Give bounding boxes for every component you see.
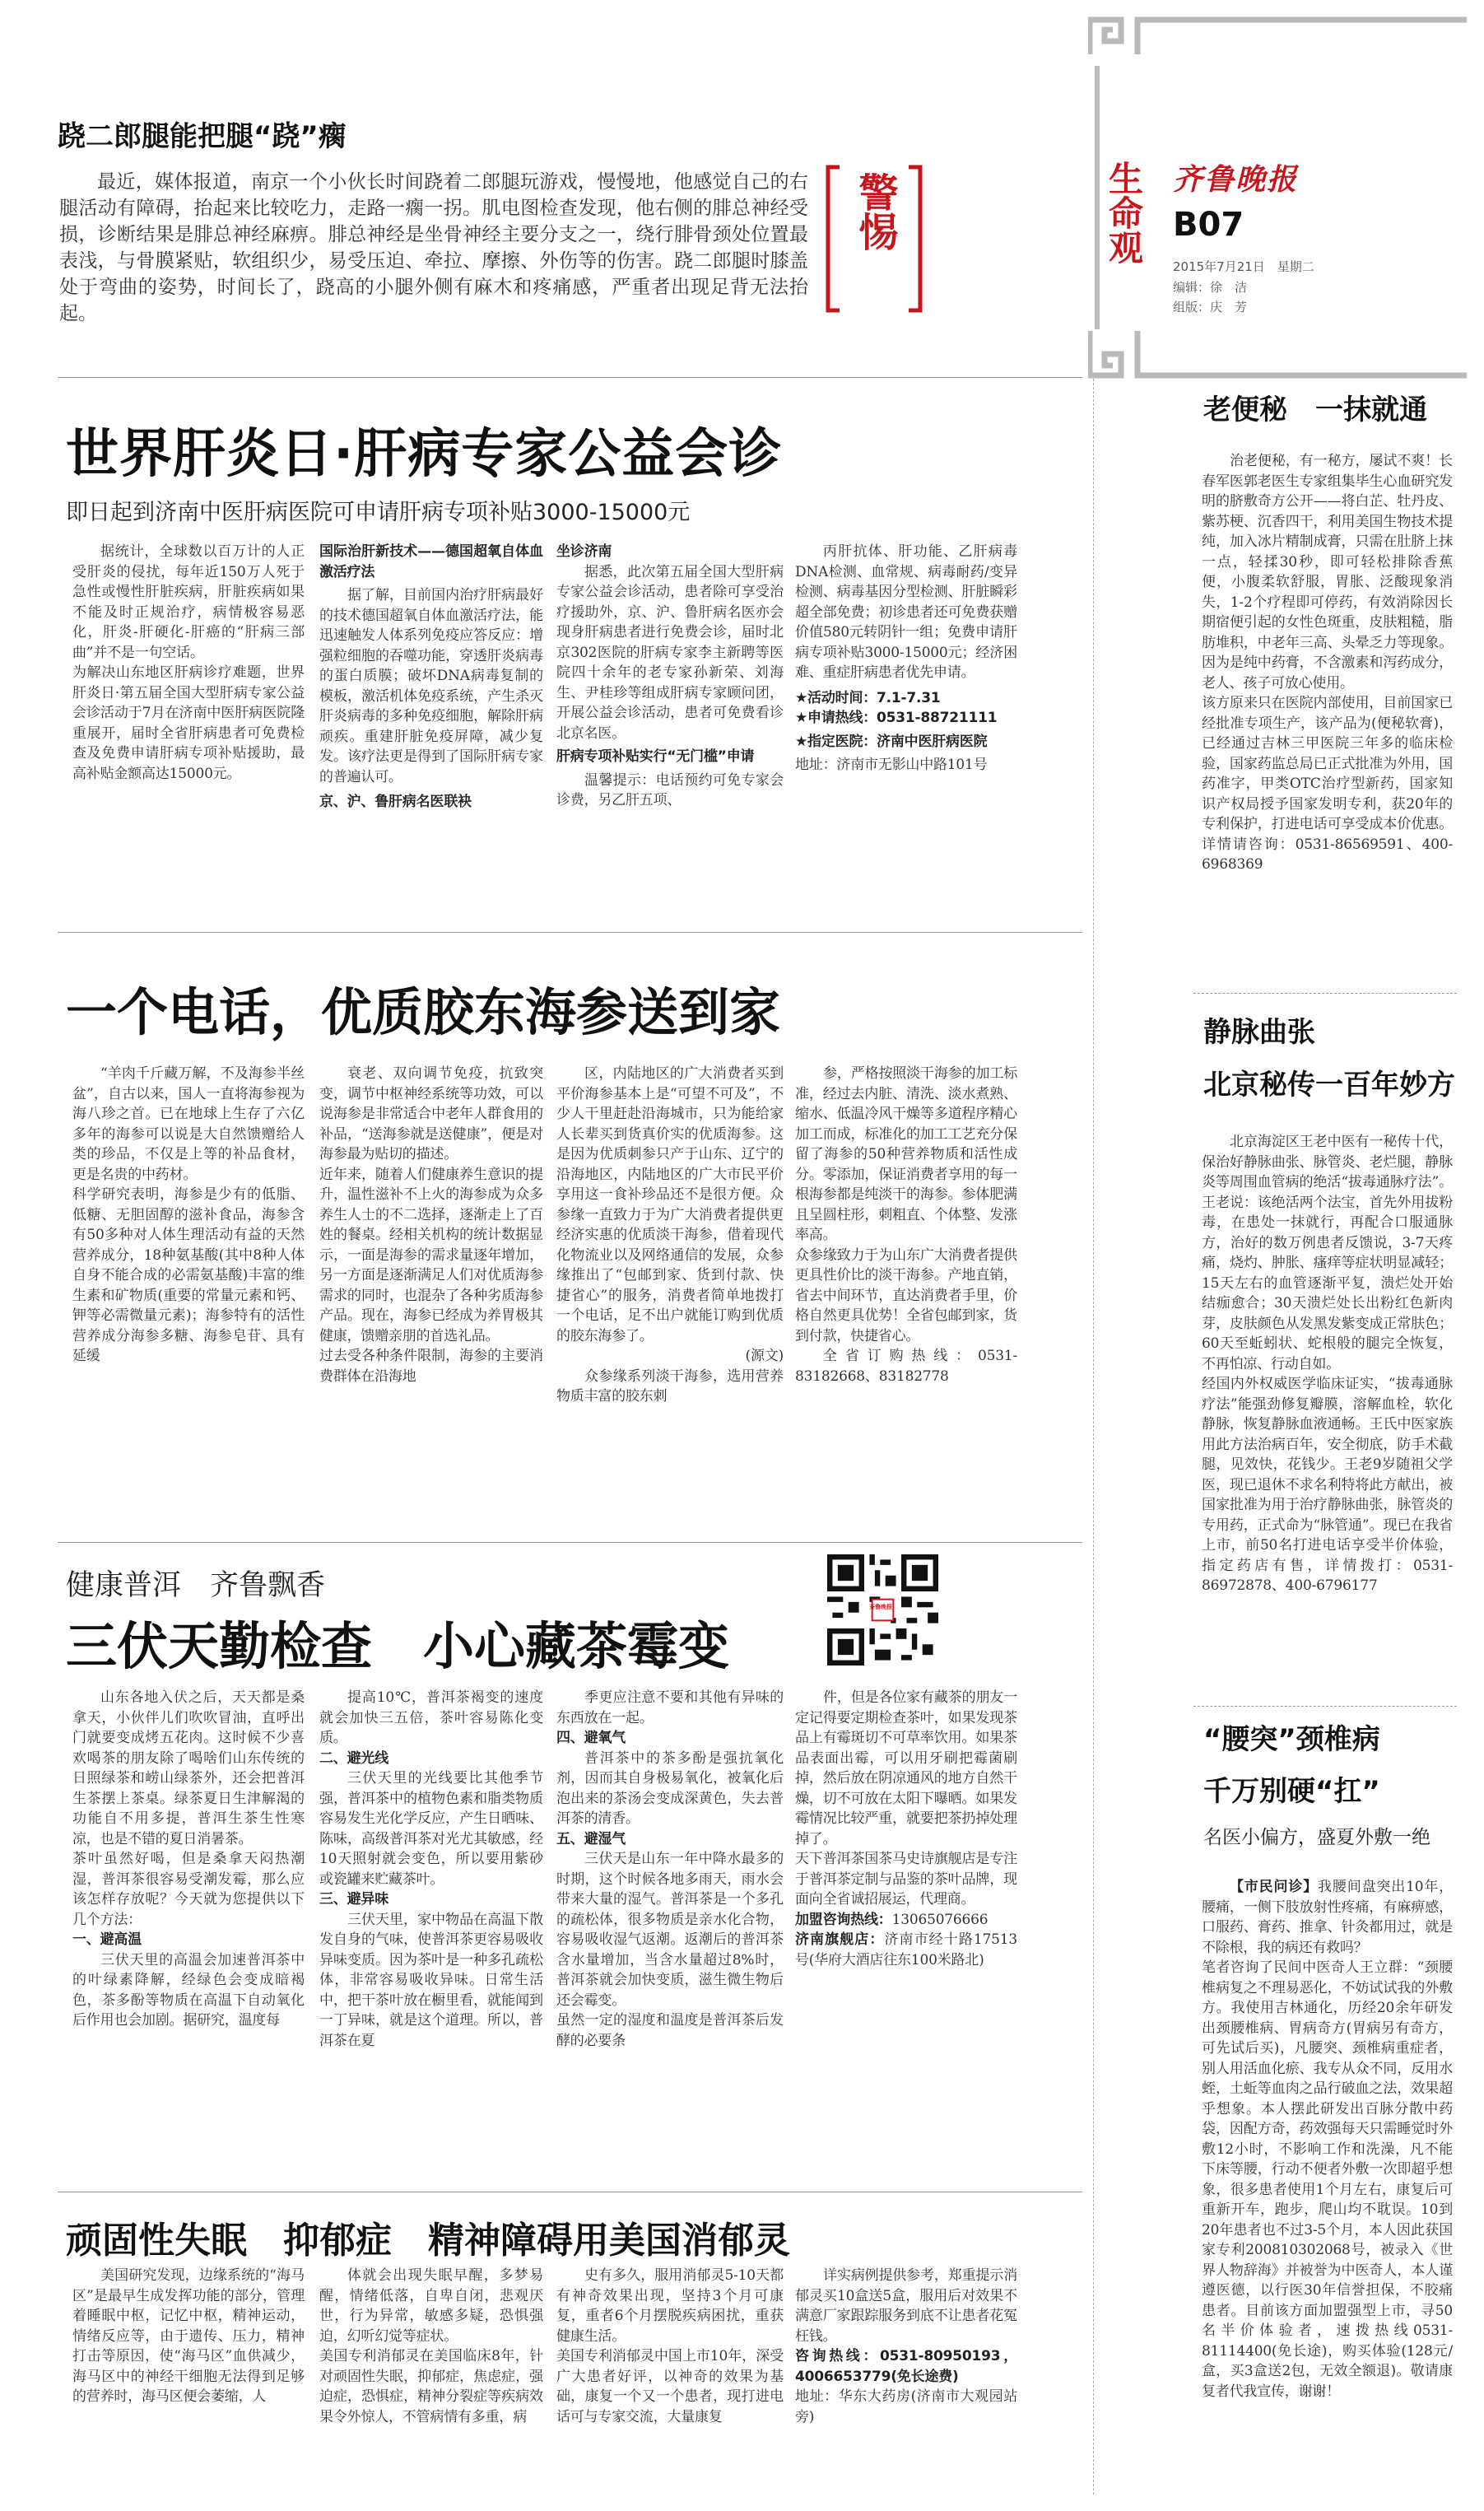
article4-col4 [795,1688,1017,2182]
article2-col2-tail: 京、沪、鲁肝病名医联袂 [319,794,472,810]
article2-col4 [795,542,1017,904]
consult-hotline: 咨询热线：0531-80950193，4006653779(免长途费) [795,2348,1017,2385]
article2-col3 [556,542,784,904]
article4-col1-text2: 三伏天里的高温会加速普洱茶中的叶绿素降解，经绿色会变成暗褐色，茶多酚等物质在高温下自动氧化后作用也会加剧。据研究，温度每 [72,1951,305,2029]
warning-badge [821,161,927,317]
event-time: ★活动时间：7.1-7.31 [795,689,941,706]
franchise-hotline-number: 13065076666 [891,1911,989,1928]
right3-title-1: “腰突”颈椎病 [1203,1723,1380,1756]
article4-col2-text3: 三伏天里，家中物品在高温下散发自身的气味，使普洱茶更容易吸收异味变质。因为茶叶是一种多孔疏松体，非常容易吸收异味。日常生活中，把干茶叶放在橱里看，就能闻到一丁异味，就是这个道理。所以，普洱茶在夏 [319,1911,543,2049]
article2-col1-text: 据统计，全球数以百万计的人正受肝炎的侵扰，每年近150万人死于急性或慢性肝脏疾病，肝脏疾病如果不能及时正规治疗，病情极容易恶化，肝炎-肝硬化-肝癌的“肝病三部曲”并不是一句空话。 为解决山东地区肝病诊疗难题，世界肝炎日·第五届全国大型肝病专家公益会诊活动于7月在济南中医肝病医院隆重展开，届时全省肝病患者可免费检查及免费申请肝病专项补贴援助，最高补贴金额高达15000元。 [72,543,305,782]
article4-col3-text: 季更应注意不要和其他有异味的东西放在一起。 [556,1689,784,1726]
divider [58,932,1082,933]
article5-col4 [795,2266,1017,2488]
right2-body [1202,1132,1453,1696]
tip-heading-3: 三、避异味 [319,1891,388,1908]
tip-heading-2: 二、避光线 [319,1749,388,1767]
flagship-store-label: 济南旗舰店： [795,1931,885,1948]
divider [58,1542,1082,1543]
article5-col2-text: 体就会出现失眠早醒，多梦易醒，情绪低落，自卑自闭，悲观厌世，行为异常，敏感多疑，恐惧强迫，幻听幻觉等症状。 美国专利消郁灵在美国临床8年，针对顽固性失眠，抑郁症，焦虑症，强迫症，恐惧症，精神分裂症等疾病效果令外惊人，不管病情有多重，病 [319,2267,543,2425]
article3-col3-text: 区，内陆地区的广大消费者买到平价海参基本上是“可望不可及”，不少人干里赶赴沿海城市，只为能给家人长辈买到货真价实的优质海参。这是因为优质刺参只产于山东、辽宁的沿海地区，内陆地区的广大市民平价享用这一食补珍品还不是很方便。众参缘一直致力于为广大消费者提供更经济实惠的优质淡干海参，借着现代化物流业以及网络通信的发展，众参缘推出了“包邮到家、货到付款、快捷省心”的服务，消费者简单地拨打一个电话，足不出户就能订购到优质的胶东海参了。 [556,1065,784,1344]
article2-col4-text: 丙肝抗体、肝功能、乙肝病毒DNA检测、血常规、病毒耐药/变异检测、病毒基因分型检测、肝脏瞬彩超全部免费；初诊患者还可免费获赠价值580元转阴针一组；免费申请肝病专项补贴3000-15000元；经济困难、重症肝病患者优先申请。 [795,543,1017,681]
article3-title: 一个电话，优质胶东海参送到家 [66,982,781,1042]
article4-col2-text: 提高10℃，普洱茶褐变的速度就会加快三五倍，茶叶容易陈化变质。 [319,1689,543,1746]
designer-credit: 组版：庆 芳 [1173,300,1248,314]
article5-col3-text: 史有多久，服用消郁灵5-10天都有神奇效果出现，坚持3个月可康复，重者6个月摆脱疾病困扰，重获健康生活。 美国专利消郁灵中国上市10年，深受广大患者好评，以神奇的效果为基础，康复一个又一个患者，现打进电话可与专家交流，大量康复 [556,2267,784,2425]
franchise-hotline [795,1910,1017,1931]
section-name: 生命观 [1104,161,1144,264]
right2-title-2: 北京秘传一百年妙方 [1203,1069,1455,1102]
hospital-address: 地址：济南市无影山中路101号 [795,757,988,773]
article4-col1 [72,1688,305,2182]
tip-heading-1: 一、避高温 [72,1931,142,1948]
article3-col3-text2: 众参缘系列淡干海参，选用营养物质丰富的胶东刺 [556,1367,784,1405]
article4-col3-text3: 三伏天是山东一年中降水最多的时期，这个时候各地多雨天，雨水会带来大量的湿气。普洱茶是一个多孔的疏松体，很多物质是亲水化合物，容易吸收湿气返潮。返潮后的普洱茶含水量增加，当含水量超过8%时，普洱茶就会加快变质，滋生微生物后还会霉变。 虽然一定的湿度和温度是普洱茶后发酵的必要条 [556,1851,784,2049]
article4-col3 [556,1688,784,2182]
flagship-store-address: 济南市经十路17513号(华府大酒店往东100米路北) [795,1931,1017,1968]
right3-body-text [1202,1877,1453,2402]
article2-col3-text2: 温馨提示：电话预约可免专家会诊费，另乙肝五项、 [556,771,784,808]
article5-col2 [319,2266,543,2488]
pharmacy-address: 地址：华东大药房(济南市大观园站旁) [795,2388,1017,2425]
right-column-divider [1093,379,1094,2495]
editor-credit: 编辑：徐 洁 [1173,280,1248,295]
article3-col1 [72,1064,305,1525]
article5-col3 [556,2266,784,2488]
article5-col1 [72,2266,305,2488]
article4-kicker: 健康普洱 齐鲁飘香 [66,1569,326,1602]
franchise-hotline-label: 加盟咨询热线： [795,1911,892,1928]
article5-col1-text: 美国研究发现，边缘系统的“海马区”是最早生成发挥功能的部分，管理着睡眠中枢，记忆中枢，精神运动，情绪反应等，由于遗传、压力，精神打击等原因，使“海马区”血供减少，海马区中的神经干细胞无法得到足够的营养时，海马区便会萎缩，人 [72,2267,305,2405]
right3-title-2: 千万别硬“扛” [1203,1775,1380,1808]
apply-hotline: ★申请热线：0531-88721111 [795,710,998,726]
right1-body [1202,451,1453,970]
article2-col3-text: 据悉，此次第五届全国大型肝病专家公益会诊活动，患者除可享受治疗援助外，京、沪、鲁肝病名医亦会现身肝病患者进行免费会诊，届时北京302医院的肝病专家李主新聘等医院四十余年的老专家孙新荣、刘海生、尹桂珍等组成肝病专家顾问团，开展公益会诊活动，患者可免费看诊北京名医。 [556,563,784,742]
article3-col1-text: “羊肉千斤藏万解，不及海参半丝盆”，自古以来，国人一直将海参视为海八珍之首。已在地球上生存了六亿多年的海参可以说是大自然馈赠给人类的珍品，不仅是上等的补品食材，更是名贵的中药材。 科学研究表明，海参是少有的低脂、低糖、无胆固醇的滋补食品，海参含有50多种对人体生理活动有益的天然营养成分，18种氨基酸(其中8种人体自身不能合成的必需氨基酸)丰富的维生素和矿物质(重要的常量元素和钙、钾等必需微量元素)；海参特有的活性营养成分海参多糖、海参皂苷、具有延缓 [72,1065,305,1364]
divider [1193,993,1457,994]
article2-col2 [319,542,543,904]
article3-col4 [795,1064,1017,1525]
article4-col4-text: 件，但是各位家有藏茶的朋友一定记得要定期检查茶叶，如果发现茶品上有霉斑切不可草率饮用。如果茶品表面出霉，可以用牙刷把霉菌刷掉，然后放在阴凉通风的地方自然干燥，切不可放在太阳下曝晒。如果发霉情况比较严重，就要把茶扔掉处理掉了。 天下普洱茶国茶马史诗旗舰店是专注于普洱茶定制与品鉴的茶叶品牌，现面向全省诚招展运，代理商。 [795,1689,1017,1908]
article3-col2-text: 衰老、双向调节免疫，抗致突变，调节中枢神经系统等功效，可以说海参是非常适合中老年人群食用的补品，“送海参就是送健康”，便是对海参最为贴切的描述。 近年来，随着人们健康养生意识的提升，温性滋补不上火的海参成为众多养生人士的不二选择，逐渐走上了百姓的餐桌。经相关机构的统计数据显示，一面是海参的需求量逐年增加，另一方面是逐渐满足人们对优质海参需求的同时，也混杂了各种劣质海参产品。现在，海参已经成为养胃极其健康，馈赠亲朋的首选礼品。 过去受各种条件限制，海参的主要消费群体在沿海地 [319,1065,543,1385]
page-number: B07 [1173,206,1244,244]
article4-col3-text2: 普洱茶中的茶多酚是强抗氧化剂，因而其自身极易氧化，被氧化后泡出来的茶汤会变成深黄色，失去普洱茶的清香。 [556,1749,784,1827]
article4-col1-text: 山东各地入伏之后，天天都是桑拿天，小伙伴儿们吹吹冒油，直呼出门就要变成烤五花肉。这时候不少喜欢喝茶的朋友除了喝啥们山东传统的日照绿茶和崂山绿茶外，还会把普洱生茶摆上茶桌。绿茶夏日生津解渴的功能自不用多提，普洱生茶生性寒凉，也是不错的夏日消暑茶。 茶叶虽然好喝，但是桑拿天闷热潮湿，普洱茶很容易受潮发霉，那么应该怎样存放呢？今天就为您提供以下几个方法： [72,1689,305,1928]
article3-source: (源文) [745,1348,784,1364]
article3-col4-text: 参，严格按照淡干海参的加工标准，经过去内脏、清洗、淡水煮熟、缩水、低温冷风干燥等多道程序精心加工而成，标准化的加工工艺充分保留了海参的50种营养物质和活性成分。零添加，保证消费者享用的每一根海参都是纯淡干的海参。参体肥满且呈圆柱形，刺粗直、个体整、发涨率高。 众参缘致力于为山东广大消费者提供更具性价比的淡干海参。产地直销，省去中间环节，直达消费者手里，价格自然更具优势！全省包邮到家，货到付款，快捷省心。 [795,1065,1017,1344]
tip-heading-5: 五、避湿气 [556,1830,626,1847]
right2-body-text: 北京海淀区王老中医有一秘传十代，保治好静脉曲张、脉管炎、老烂腿，静脉炎等周围血管病的绝活“拔毒通脉疗法”。王老说：该绝活两个法宝，首先外用拔粉毒，在患处一抹就行，再配合口服通脉方，治好的数万例患者反馈说，3-7天疼痛，烧灼、肿胀、瘙痒等症状明显减轻；15天左右的血管逐渐平复，溃烂处开始结痂愈合；30天溃烂处长出粉红色新肉芽，皮肤颜色从发黑发紫变成正常肤色；60天至蚯蚓状、蛇根般的腿完全恢复，不再怕凉、行动自如。 经国内外权威医学临床证实，“拔毒通脉疗法”能强劲修复瓣膜，溶解血栓，软化静脉，恢复静脉血液通畅。王氏中医家族用此方法治病百年，安全彻底，防手术截腿，见效快，花钱少。王老9岁随祖父学医，现已退休不求名利特将此方献出，被国家批准为用于治疗静脉曲张，脉管炎的专用药，正式命为“脉管通”。现已在我省上市，前50名打进电话享受半价体验，指定药店有售，详情拨打：0531-86972878、400-6796177 [1202,1134,1453,1594]
right3-body [1202,1877,1453,2493]
meander-border-bottom [1088,329,1467,379]
meander-border-top [1088,16,1467,58]
article2-subtitle: 即日起到济南中医肝病医院可申请肝病专项补贴3000-15000元 [66,500,691,525]
newspaper-logo: 齐鲁晚报 [1173,162,1299,197]
right3-body-content: 我腰间盘突出10年，腰痛，一侧下肢放射性疼痛，有麻痹感，口服药、膏药、推拿、针灸都用过，就是不除根，我的病还有救吗？ 笔者咨询了民间中医奇人王立群：“颈腰椎病复之不理易恶化，不妨试试我的外敷方。我使用吉林通化，历经20余年研发出颈腰椎病、胃病奇方(胃病另有奇方，可先试后买)，凡腰突、颈椎病重症者，别人用活血化瘀、我专从众不同，反用水蛭，土蚯等血肉之品行破血之法，效果超乎想象。本人摆此研发出百脉分散中药袋，因配方奇，药效强每天只需睡觉时外敷12小时，不影响工作和洗澡，凡不能下床等腰，行动不便者外敷一次即超乎想象，很多患者使用1个月左右，康复后可重新开车，跑步，爬山均不耽误。10到20年患者也不过3-5个月，本人因此获国家专利200810302068号，被录入《世界人物辞海》并被誉为中医奇人，本人谨遵医德，以行医30年信誉担保，不胶痛患者。目前该方面加盟强型上市，寻50名半价体验者，速拨热线0531-81114400(免长途)，购买体验(128元/盒，买3盒送2包，无效全额退)。敬请康复者代我宣传，谢谢！ [1202,1879,1453,2400]
article4-col2 [319,1688,543,2182]
designated-hospital: ★指定医院：济南中医肝病医院 [795,733,988,750]
article4-col2-text2: 三伏天里的光线要比其他季节强，普洱茶中的植物色素和脂类物质容易发生光化学反应，产生日晒味、陈味，高级普洱茶对光尤其敏感，经10天照射就会变色，所以要用紫砂或瓷罐来贮藏茶叶。 [319,1770,543,1888]
right1-title: 老便秘 一抹就通 [1203,394,1427,426]
divider [1193,1706,1457,1707]
warning-badge-text: 警惕 [852,172,898,251]
divider [58,377,1082,378]
order-hotline: 全省订购热线：0531-83182668、83182778 [795,1348,1017,1385]
article4-title: 三伏天勤检查 小心藏茶霉变 [66,1616,730,1676]
right1-body-text: 治老便秘，有一秘方，屡试不爽！长春军医郭老医生专家组集毕生心血研究发明的脐敷奇方公开——将白芷、牡丹皮、紫苏梗、沉香四干，利用美国生物技术提纯，加入冰片精制成膏，只需在肚脐上抹一点，轻揉30秒，即可轻松排除香蕉便，小腹柔软舒服，胃胀、泛酸现象消失，1-2个疗程即可停药，有效消除因长期宿便引起的女性色斑重，皮肤粗糙，脂肪堆积，中老年三高、头晕乏力等现象。因为是纯中药膏，不含激素和泻药成分，老人、孩子可放心使用。 该方原来只在医院内部使用，目前国家已经批准专项生产，该产品为(便秘软膏)，已经通过吉林三甲医院三年多的临床检验，国家药监总局已正式批准为外用，国药准字，甲类OTC治疗型新药，国家知识产权局授予国家发明专利，获20年的专利保护，打进电话可享受成本价优惠。详情请咨询：0531-86569591、400-6968369 [1202,453,1453,873]
article5-title: 顽固性失眠 抑郁症 精神障碍用美国消郁灵 [66,2220,790,2262]
issue-date: 2015年7月21日 星期二 [1173,259,1314,274]
article5-col4-text: 详实病例提供参考，郑重提示消郁灵买10盒送5盒，服用后对效果不满意厂家跟踪服务到底不让患者花冤枉钱。 [795,2267,1017,2345]
article1-body: 最近，媒体报道，南京一个小伙长时间跷着二郎腿玩游戏，慢慢地，他感觉自己的右腿活动有障碍，抬起来比较吃力，走路一瘸一拐。肌电图检查发现，他右侧的腓总神经受损，诊断结果是腓总神经麻痹。腓总神经是坐骨神经主要分支之一，绕行腓骨颈处位置最表浅，与骨膜紧贴，软组织少，易受压迫、牵拉、摩擦、外伤等的伤害。跷二郎腿时膝盖处于弯曲的姿势，时间长了，跷高的小腿外侧有麻木和疼痛感，严重者出现足背无法抬起。 [59,171,808,324]
article2-col3-heading2: 肝病专项补贴实行“无门槛”申请 [556,748,755,765]
right3-subtitle: 名医小偏方，盛夏外敷一绝 [1203,1827,1431,1848]
article2-col2-heading: 国际治肝新技术——德国超氧自体血激活疗法 [319,543,543,580]
article2-col2-text: 据了解，目前国内治疗肝病最好的技术德国超氧自体血激活疗法，能迅速触发人体系列免疫应答反应：增强粒细胞的吞噬功能，穿透肝炎病毒的蛋白质膜；破坏DNA病毒复制的模板，激活机体免疫系统，产生杀灭肝炎病毒的多种免疫细胞，解除肝病顽疾。重建肝脏免疫屏障，减少复发。该疗法更是得到了国际肝病专家的普遍认可。 [319,587,543,785]
article3-col2 [319,1064,543,1525]
article2-col3-heading: 坐诊济南 [556,543,612,560]
article2-title: 世界肝炎日·肝病专家公益会诊 [66,424,783,485]
article2-col1 [72,542,305,897]
right3-lead: 【市民问诊】 [1230,1879,1319,1895]
tip-heading-4: 四、避氧气 [556,1730,626,1746]
qr-logo-label: 齐鲁晚报 [869,1604,892,1610]
right2-title-1: 静脉曲张 [1203,1016,1315,1049]
article1-title: 跷二郎腿能把腿“跷”瘸 [58,120,347,153]
article3-col3 [556,1064,784,1525]
flagship-store [795,1930,1017,1970]
